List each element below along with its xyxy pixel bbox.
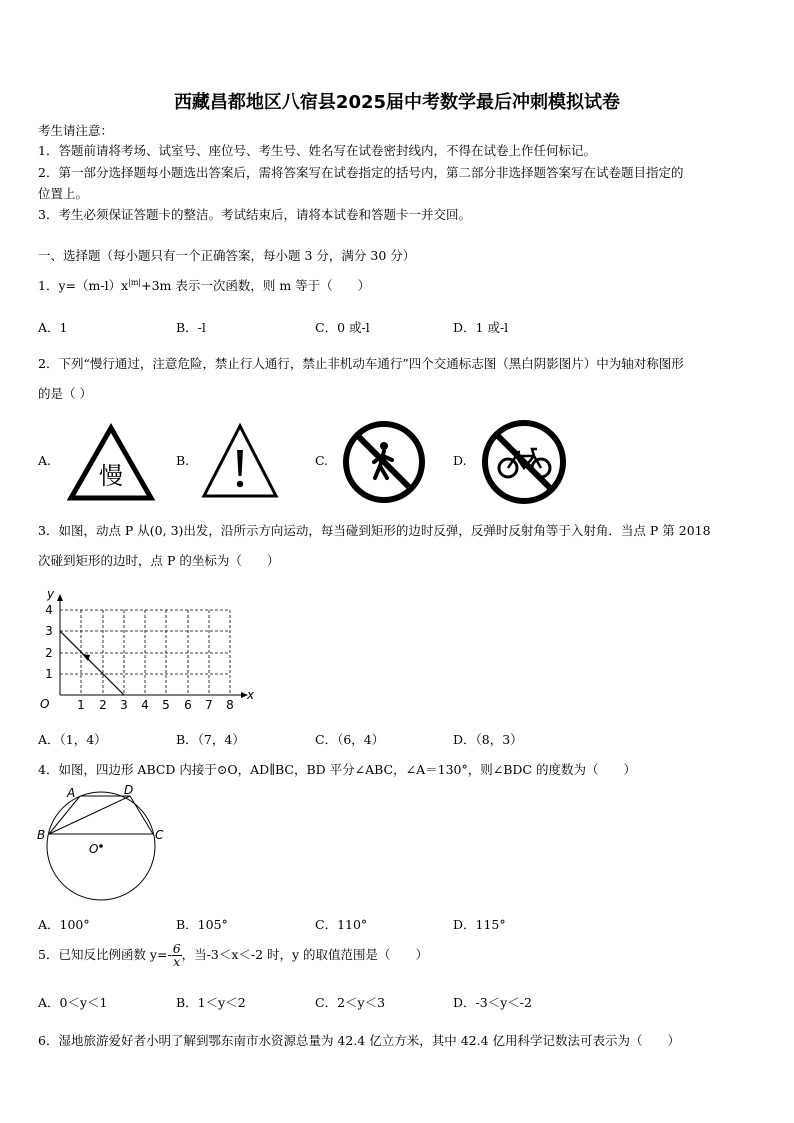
q4-point-o: O [89,842,99,856]
notice-item-1: 1．答题前请将考场、试室号、座位号、考生号、姓名写在试卷密封线内，不得在试卷上作任何标记。 [38,143,596,158]
question-2-line-1: 2．下列“慢行通过，注意危险，禁止行人通行，禁止非机动车通行”四个交通标志图（黑白阴影图片）中为轴对称图形 [38,356,684,371]
q4-option-a: A．100° [38,917,90,932]
q3-x-axis-label: x [247,688,255,702]
q4-option-d: D．115° [453,917,506,932]
q1-option-d: D．1 或-l [453,320,509,335]
section-heading: 一、选择题（每小题只有一个正确答案，每小题 3 分，满分 30 分） [38,248,416,263]
no-pedestrians-sign-icon [340,418,428,506]
q4-point-c: C [155,828,164,842]
slow-sign-character: 慢 [99,462,123,490]
q3-x-tick: 3 [120,698,128,712]
q3-y-axis-label: y [47,587,55,601]
q5-fraction-numerator: 6 [172,941,181,956]
q3-x-tick: 7 [205,698,213,712]
q4-point-d: D [124,783,134,797]
q2-option-a-label: A. [38,453,52,468]
q3-y-tick: 2 [45,646,53,660]
q5-option-c: C．2＜y＜3 [315,995,386,1010]
page-title: 西藏昌都地区八宿县2025届中考数学最后冲刺模拟试卷 [173,92,621,113]
q4-point-a: A [67,786,76,800]
warning-sign-icon [200,420,280,502]
q2-option-b-label: B. [176,453,190,468]
q3-y-tick: 1 [45,667,53,681]
q5-fraction [172,943,182,968]
question-1 [38,276,370,294]
q3-x-tick: 6 [184,698,192,712]
question-3-line-1: 3．如图，动点 P 从(0, 3)出发，沿所示方向运动，每当碰到矩形的边时反弹，反弹时反射角等于入射角．当点 P 第 2018 [38,523,711,538]
q3-option-a: A．（1，4） [38,732,107,747]
q5-text-post: ，当-3＜x＜-2 时，y 的取值范围是（ ） [181,947,429,962]
q2-option-c-label: C. [315,453,329,468]
q3-y-tick: 3 [45,624,53,638]
q3-option-d: D．（8，3） [453,732,523,747]
q1-exponent: |m| [128,277,142,287]
q4-circle-diagram [34,782,174,908]
notice-item-2-cont: 位置上。 [38,186,89,201]
q5-text-pre: 5．已知反比例函数 y=- [38,947,172,962]
question-5 [38,943,428,968]
q1-text-pre: 1．y=（m-l）x [38,278,129,293]
slow-down-sign-icon [66,422,156,502]
question-3-line-2: 次碰到矩形的边时，点 P 的坐标为（ ） [38,553,280,568]
q5-fraction-denominator: x [173,954,181,969]
q3-option-c: C．（6，4） [315,732,385,747]
q1-option-b: B．-l [176,320,206,335]
q1-option-a: A．1 [38,320,68,335]
q5-option-a: A．0＜y＜1 [38,995,108,1010]
q4-option-c: C．110° [315,917,368,932]
notice-heading: 考生请注意： [38,123,114,138]
q3-x-tick: 2 [99,698,107,712]
notice-item-3: 3．考生必须保证答题卡的整洁。考试结束后，请将本试卷和答题卡一并交回。 [38,207,471,222]
q3-option-b: B．（7，4） [176,732,245,747]
q5-option-b: B．1＜y＜2 [176,995,246,1010]
q3-x-tick: 4 [141,698,149,712]
q3-y-tick: 4 [45,603,53,617]
q3-origin-label: O [40,697,50,711]
no-bicycles-sign-icon [478,418,570,506]
q3-coordinate-grid [36,582,256,716]
q4-option-b: B．105° [176,917,228,932]
q4-point-b: B [37,828,46,842]
question-4: 4．如图，四边形 ABCD 内接于⊙O，AD∥BC，BD 平分∠ABC，∠A＝130°，则∠BDC 的度数为（ ） [38,762,636,777]
q3-x-tick: 1 [77,698,85,712]
notice-item-2: 2．第一部分选择题每小题选出答案后，需将答案写在试卷指定的括号内，第二部分非选择题答案写在试卷题目指定的 [38,165,684,180]
q2-option-d-label: D. [453,453,467,468]
question-2-line-2: 的是（ ） [38,386,92,401]
q3-x-tick: 8 [226,698,234,712]
question-6: 6．湿地旅游爱好者小明了解到鄂东南市水资源总量为 42.4 亿立方米，其中 42.4 亿用科学记数法可表示为（ ） [38,1033,681,1048]
q1-option-c: C．0 或-l [315,320,370,335]
q3-x-tick: 5 [162,698,170,712]
q1-text-post: +3m 表示一次函数，则 m 等于（ ） [141,278,371,293]
q5-option-d: D．-3＜y＜-2 [453,995,532,1010]
